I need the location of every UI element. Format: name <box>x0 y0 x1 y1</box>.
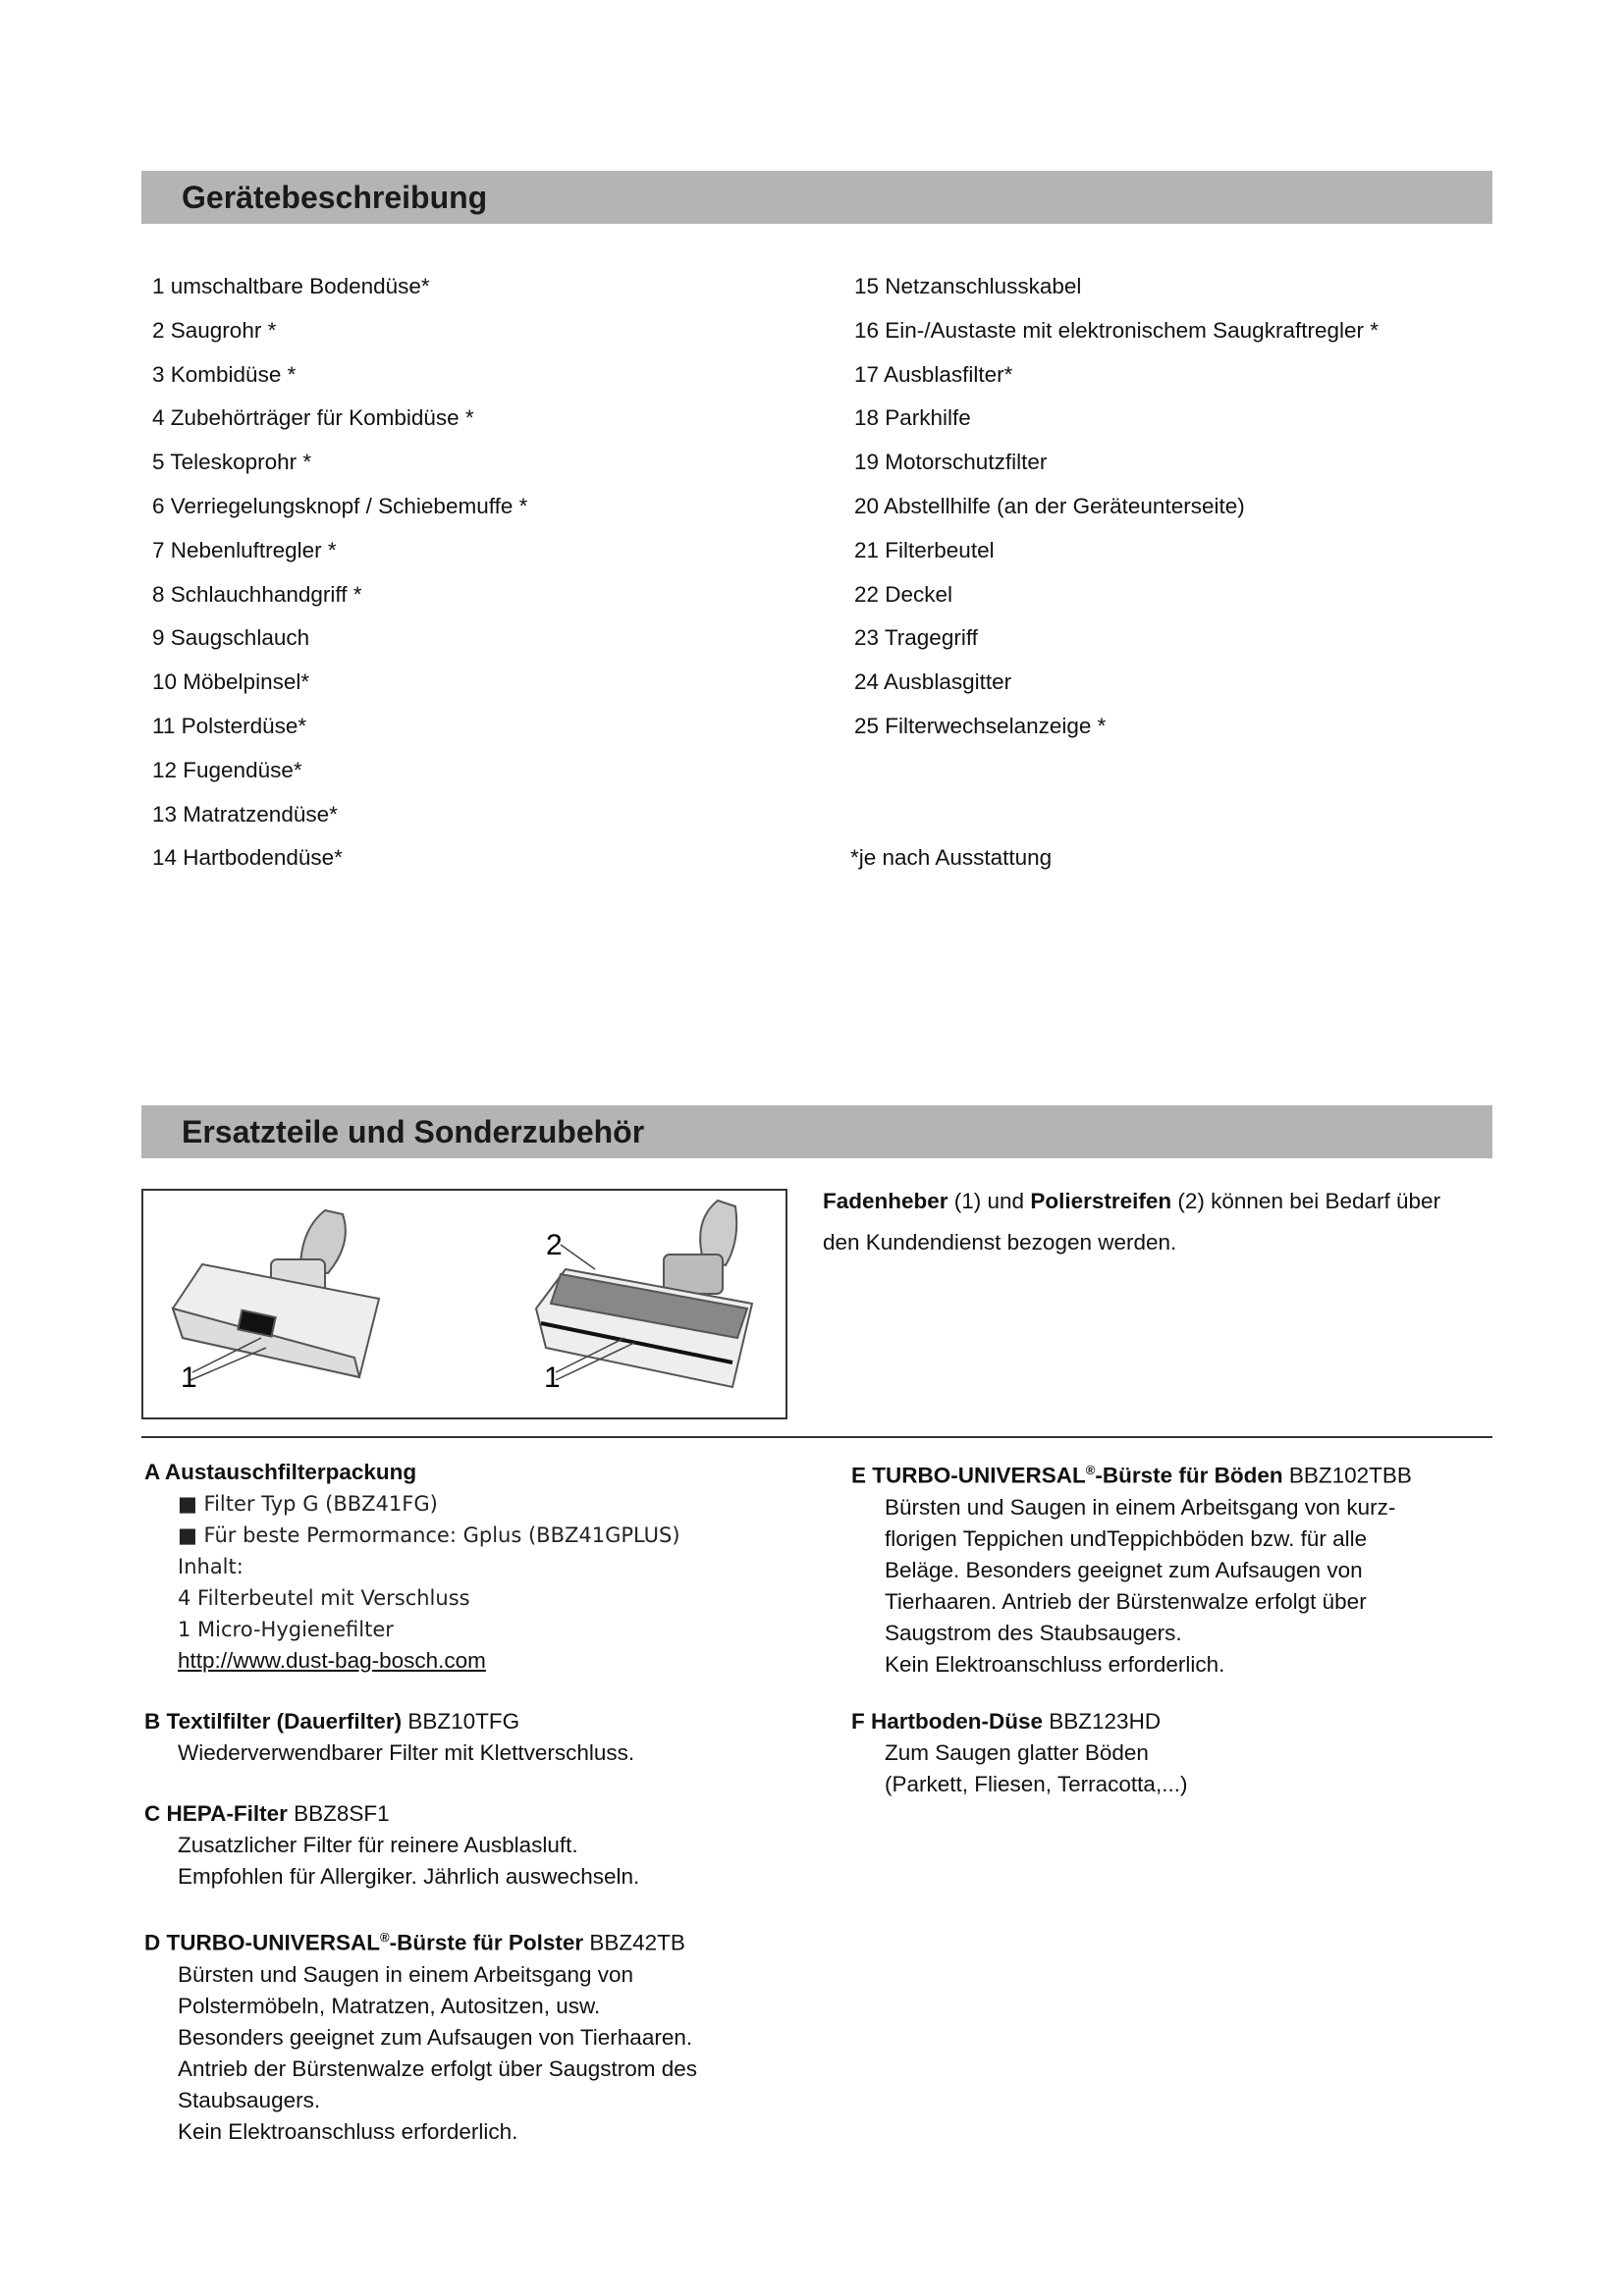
section-header-ersatzteile: Ersatzteile und Sonderzubehör <box>141 1105 1492 1158</box>
parts-list-item: 17 Ausblasfilter* <box>854 361 1013 387</box>
parts-list-item: 15 Netzanschlusskabel <box>854 274 1082 298</box>
nozzle-left-drawing <box>173 1210 379 1377</box>
text-line: Besonders geeignet zum Aufsaugen von Tierhaaren. <box>178 2024 693 2050</box>
label-1-left: 1 <box>181 1362 197 1394</box>
text-line: Inhalt: <box>178 1555 244 1578</box>
intro-text: Fadenheber (1) und Polierstreifen (2) können bei Bedarf über den Kundendienst bezogen werden. <box>823 1189 1441 1255</box>
parts-list-item: 11 Polsterdüse* <box>152 713 307 738</box>
text-line: Kein Elektroanschluss erforderlich. <box>178 2118 518 2144</box>
parts-list-item: 19 Motorschutzfilter <box>854 450 1048 475</box>
text-line: Empfohlen für Allergiker. Jährlich auswechseln. <box>178 1864 640 1889</box>
parts-list-item: 6 Verriegelungsknopf / Schiebemuffe * <box>152 493 528 518</box>
text-line: Beläge. Besonders geeignet zum Aufsaugen von <box>885 1557 1363 1582</box>
text-line: Wiederverwendbarer Filter mit Klettverschluss. <box>178 1740 635 1765</box>
parts-list-item: 12 Fugendüse* <box>152 757 302 782</box>
accessory-c: C HEPA-Filter BBZ8SF1 Zusatzlicher Filter für reinere Ausblasluft. Empfohlen für Allergiker. Jährlich auswechseln. <box>144 1798 639 1893</box>
parts-list-item: 22 Deckel <box>854 581 953 607</box>
parts-list-item: 14 Hartbodendüse* <box>152 845 343 871</box>
parts-list-item: 9 Saugschlauch <box>152 625 310 651</box>
footnote: *je nach Ausstattung <box>850 845 1053 870</box>
text-line: (Parkett, Fliesen, Terracotta,...) <box>885 1772 1188 1796</box>
parts-list-left <box>152 265 527 881</box>
parts-list-item: 2 Saugrohr * <box>152 317 277 343</box>
parts-list-item: 4 Zubehörträger für Kombidüse * <box>152 405 474 431</box>
section-header-geraetebeschreibung: Gerätebeschreibung <box>141 171 1492 224</box>
label-1-right: 1 <box>544 1362 561 1394</box>
parts-list-item: 5 Teleskoprohr * <box>152 450 312 475</box>
parts-list-item: 20 Abstellhilfe (an der Geräteunterseite) <box>854 493 1245 518</box>
text-line: Antrieb der Bürstenwalze erfolgt über Saugstrom des <box>178 2056 698 2081</box>
parts-list-item: 10 Möbelpinsel* <box>152 669 310 695</box>
text-line: Polstermöbeln, Matratzen, Autositzen, usw. <box>178 1993 601 2018</box>
parts-list-item: 16 Ein-/Austaste mit elektronischem Saugkraftregler * <box>854 317 1379 343</box>
text-line: florigen Teppichen undTeppichböden bzw. für alle <box>885 1525 1368 1551</box>
parts-list-item: 13 Matratzendüse* <box>152 801 338 827</box>
text-line: Kein Elektroanschluss erforderlich. <box>885 1651 1225 1677</box>
text-line: 4 Filterbeutel mit Verschluss <box>178 1586 470 1610</box>
accessory-e: E TURBO-UNIVERSAL®-Bürste für Böden BBZ102TBB Bürsten und Saugen in einem Arbeitsgang von kurz- florigen Teppichen undTeppichböden bzw. für alle Beläge. Besonders geeignet zum Aufsaugen von Tierhaaren. Antrieb der Bürstenwalze erfolgt über Saugstrom des Staubsaugers. Kein Elektroanschluss erforderlich. <box>851 1455 1412 1681</box>
text-line: Bürsten und Saugen in einem Arbeitsgang von kurz- <box>885 1494 1396 1520</box>
accessory-b: B Textilfilter (Dauerfilter) BBZ10TFG Wiederverwendbarer Filter mit Klettverschluss. <box>144 1706 634 1769</box>
parts-list-item: 8 Schlauchhandgriff * <box>152 581 362 607</box>
text-line: Staubsaugers. <box>178 2087 321 2112</box>
accessory-d: D TURBO-UNIVERSAL®-Bürste für Polster BBZ42TB Bürsten und Saugen in einem Arbeitsgang von Polstermöbeln, Matratzen, Autositzen, usw. Besonders geeignet zum Aufsaugen von Tierhaaren. Antrieb der Bürstenwalze erfolgt über Saugstrom des Staubsaugers. Kein Elektroanschluss erforderlich. <box>144 1922 697 2148</box>
parts-list-item: 23 Tragegriff <box>854 625 978 651</box>
parts-list-item: 7 Nebenluftregler * <box>152 537 337 562</box>
nozzle-illustration <box>141 1189 787 1419</box>
accessory-a: A Austauschfilterpackung ■ Filter Typ G (BBZ41FG) ■ Für beste Permormance: Gplus (BBZ41GPLUS) Inhalt: 4 Filterbeutel mit Verschluss 1 Micro-Hygienefilter http://www.dust-bag-bosch.com <box>144 1460 680 1673</box>
label-2: 2 <box>546 1229 563 1261</box>
nozzle-right-drawing <box>536 1201 752 1387</box>
parts-list-item: 21 Filterbeutel <box>854 537 995 562</box>
dust-bag-link[interactable]: http://www.dust-bag-bosch.com <box>178 1648 486 1673</box>
text-line: ■ Für beste Permormance: Gplus (BBZ41GPLUS) <box>178 1523 680 1547</box>
text-line: Zusatzlicher Filter für reinere Ausblasluft. <box>178 1833 578 1857</box>
text-line: Saugstrom des Staubsaugers. <box>885 1620 1182 1645</box>
parts-list-item: 3 Kombidüse * <box>152 361 297 387</box>
text-line: Tierhaaren. Antrieb der Bürstenwalze erfolgt über <box>885 1588 1367 1614</box>
parts-list-item: 24 Ausblasgitter <box>854 669 1012 695</box>
parts-list-item: 25 Filterwechselanzeige * <box>854 713 1107 738</box>
parts-list-right <box>854 265 1379 749</box>
text-line: ■ Filter Typ G (BBZ41FG) <box>178 1492 438 1516</box>
parts-list-item: 1 umschaltbare Bodendüse* <box>152 274 430 298</box>
parts-list-item: 18 Parkhilfe <box>854 405 971 431</box>
accessory-f: F Hartboden-Düse BBZ123HD Zum Saugen glatter Böden (Parkett, Fliesen, Terracotta,...) <box>851 1706 1187 1800</box>
text-line: Zum Saugen glatter Böden <box>885 1740 1149 1765</box>
divider <box>141 1436 1492 1438</box>
text-line: Bürsten und Saugen in einem Arbeitsgang von <box>178 1961 634 1987</box>
text-line: 1 Micro-Hygienefilter <box>178 1618 394 1641</box>
